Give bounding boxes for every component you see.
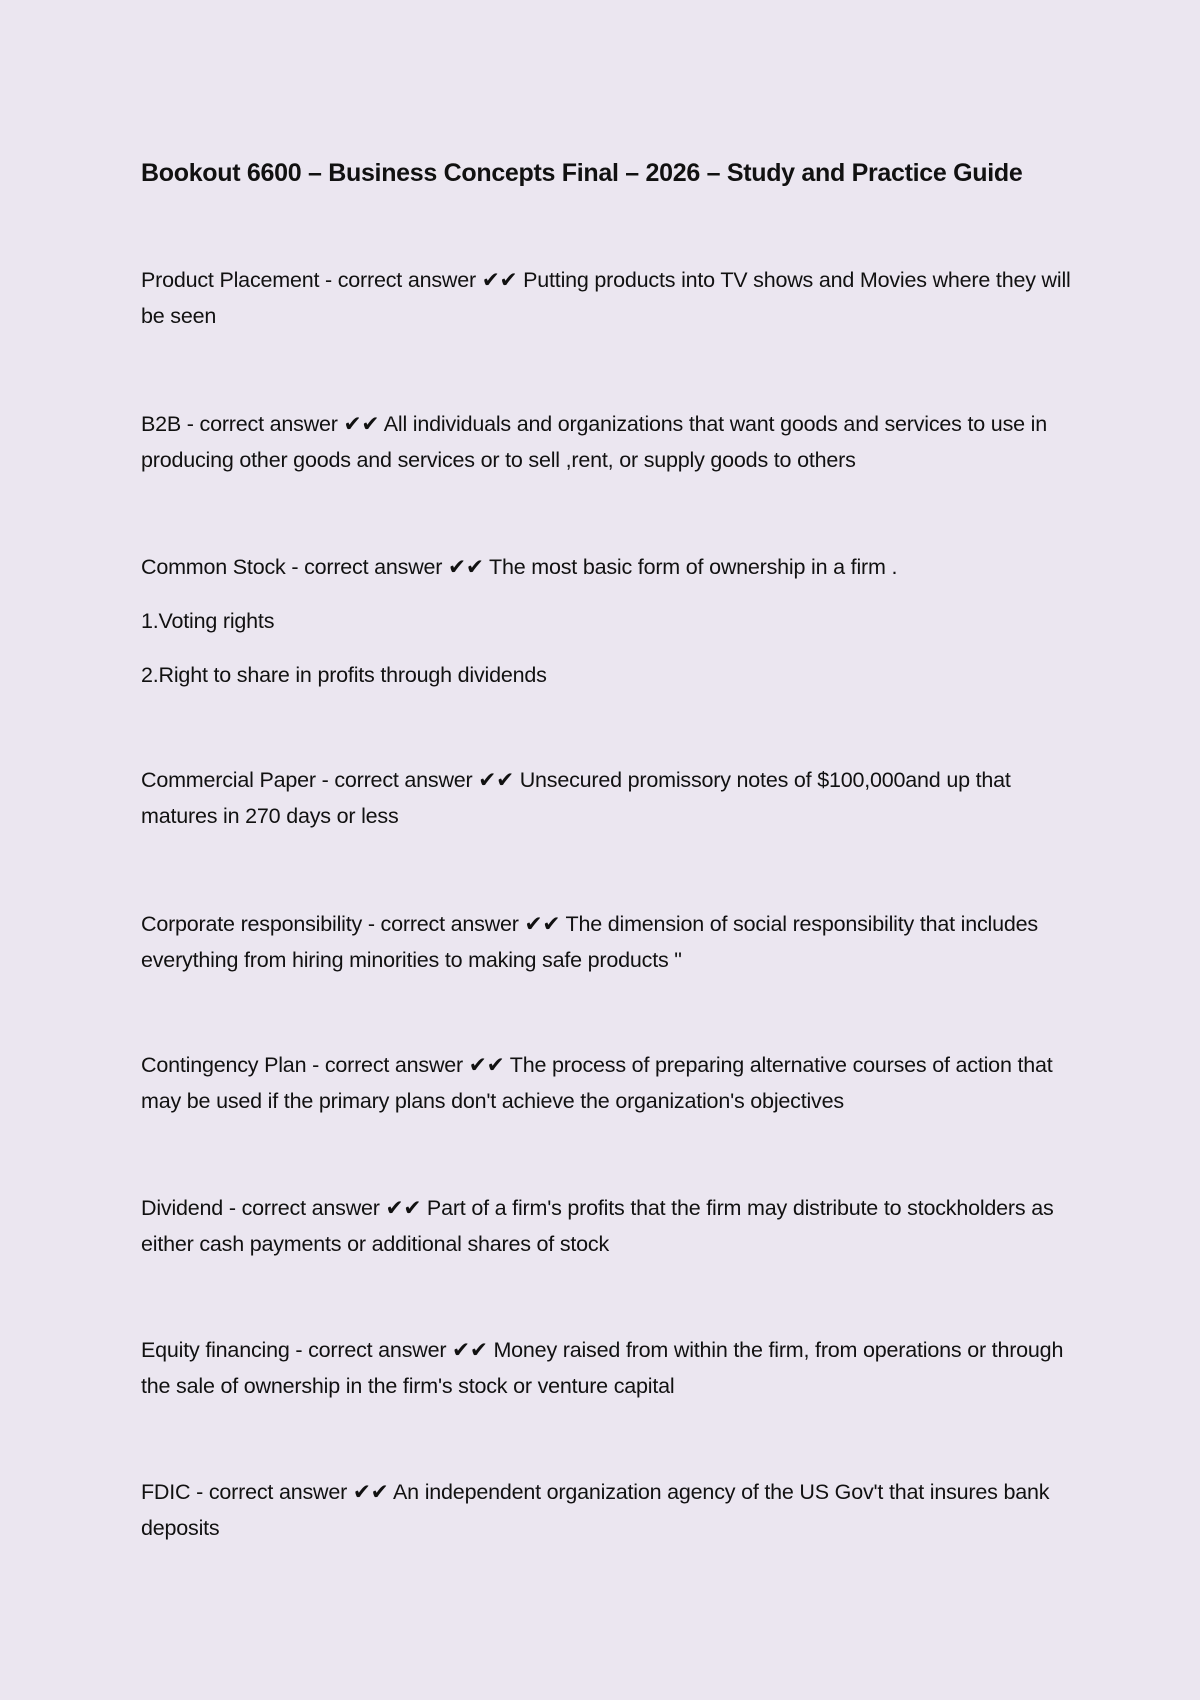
entry-contingency-plan [141, 1047, 1071, 1119]
entry-text: Common Stock - correct answer ✔✔ The most basic form of ownership in a firm . [141, 555, 898, 579]
entry-fdic [141, 1474, 1071, 1546]
entry-text: Corporate responsibility - correct answer ✔✔ The dimension of social responsibility that includes everything from hiring minorities to making safe products " [141, 912, 1038, 972]
entry-dividend [141, 1190, 1071, 1262]
entry-text: Equity financing - correct answer ✔✔ Money raised from within the firm, from operations or through the sale of ownership in the firm's stock or venture capital [141, 1338, 1064, 1398]
document-title: Bookout 6600 – Business Concepts Final – 2026 – Study and Practice Guide [141, 159, 1023, 187]
entry-text: Product Placement - correct answer ✔✔ Putting products into TV shows and Movies where they will be seen [141, 268, 1071, 328]
entry-list-item: 2.Right to share in profits through dividends [141, 663, 547, 687]
entry-text: Contingency Plan - correct answer ✔✔ The process of preparing alternative courses of action that may be used if the primary plans don't achieve the organization's objectives [141, 1053, 1053, 1113]
entry-b2b [141, 406, 1071, 478]
entry-equity-financing [141, 1332, 1071, 1404]
entry-product-placement [141, 262, 1071, 334]
entry-text: FDIC - correct answer ✔✔ An independent organization agency of the US Gov't that insures bank deposits [141, 1480, 1050, 1540]
entry-list-item: 1.Voting rights [141, 609, 275, 633]
document-page [141, 0, 1071, 1700]
entry-corporate-responsibility [141, 906, 1071, 978]
entry-text: Dividend - correct answer ✔✔ Part of a firm's profits that the firm may distribute to stockholders as either cash payments or additional shares of stock [141, 1196, 1054, 1256]
entry-text: B2B - correct answer ✔✔ All individuals and organizations that want goods and services to use in producing other goods and services or to sell ,rent, or supply goods to others [141, 412, 1047, 472]
entry-common-stock [141, 549, 1071, 693]
entry-text: Commercial Paper - correct answer ✔✔ Unsecured promissory notes of $100,000and up that matures in 270 days or less [141, 768, 1011, 828]
entry-commercial-paper [141, 762, 1071, 834]
